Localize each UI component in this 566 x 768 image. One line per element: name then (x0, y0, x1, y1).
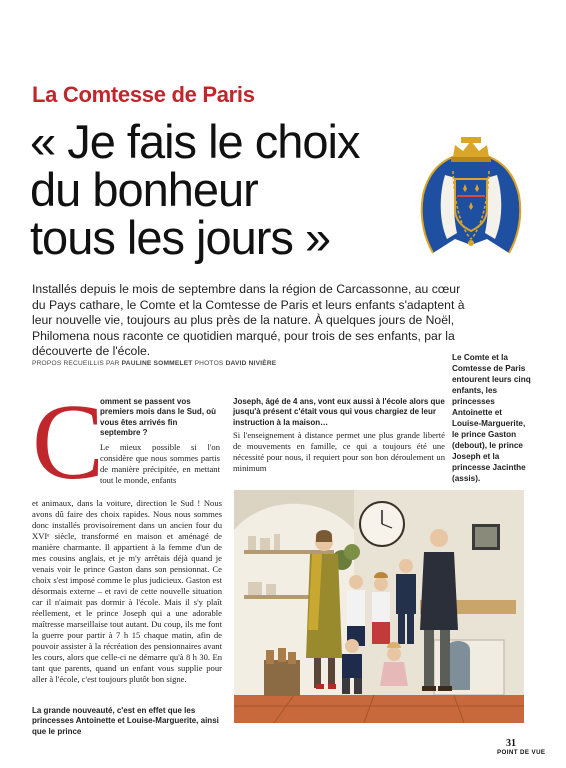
drop-cap: C (32, 383, 105, 502)
headline-line-3: tous les jours » (30, 211, 331, 264)
article-intro: Installés depuis le mois de septembre dans la région de Carcassonne, au cœur du Pays cathare, le Comte et la Comtesse de Paris et leurs enfants s'adaptent à leur nouvelle vie, toujours au plus près de la nature. À quelques jours de Noël, Philomena nous raconte ce quotidien marqué, pour trois de ses enfants, par la découverte de l'école. (32, 282, 465, 358)
headline-line-1: « Je fais le choix (30, 115, 360, 168)
answer-3: Si l'enseignement à distance permet une plus grande liberté de mouvements en famille, ce qui a toujours été une nécessité pour nous, il requiert pour son bon déroulement un minimum (233, 430, 445, 473)
family-photo (234, 490, 524, 723)
royal-coat-of-arms-icon (415, 135, 527, 260)
photo-caption: Le Comte et la Comtesse de Paris entourent leurs cinq enfants, les princesses Antoinette et Louise-Marguerite, le prince Gaston (debout), le prince Joseph et la princesse Jacinthe (assis). (452, 353, 531, 483)
question-3: Joseph, âgé de 4 ans, vont eux aussi à l'école alors que jusqu'à présent c'était vous qui vous chargiez de leur instruction à la maison… (233, 397, 445, 427)
magazine-name: POINT DE VUE (497, 749, 546, 756)
article-kicker: La Comtesse de Paris (32, 82, 255, 107)
credits-author: PAULINE SOMMELET (121, 360, 193, 367)
article-credits (32, 360, 276, 367)
question-2: La grande nouveauté, c'est en effet que les princesses Antoinette et Louise-Marguerite, ainsi que le prince (32, 706, 219, 736)
page-number: 31 (506, 738, 516, 749)
article-headline (30, 115, 430, 264)
answer-1-part-2: et animaux, dans la voiture, direction le Sud ! Nous avons dû faire des choix rapides. Nous nous sommes donc installés provisoirement dans un ancien four du XVIᵉ siècle, transformé en maison et aménagé de manière charmante. Il appartient à la femme d'un de mes cousins anglais, et je m'y arrêtais déjà quand je venais voir le prince Gaston dans son pensionnat. Ce choix s'est imposé comme le plus judicieux. Gaston est désormais externe – et ravi de cette nouvelle situation car il n'aimait pas dormir à l'école. Mais il s'y plaît réellement, et le prince Joseph qui a une adorable maîtresse marseillaise tout autant. Du coup, ils me font la guerre pour partir à 7 h 15 chaque matin, afin de pouvoir assister à la récréation des pensionnaires avant les cours, alors que celle-ci ne démarre qu'à 8 h 30. En tant que parents, quand un enfant vous supplie pour aller à l'école, c'est toujours plutôt bon signe. (32, 498, 222, 684)
question-1: omment se passent vos premiers mois dans le Sud, où vous êtes arrivés fin septembre ? (100, 397, 217, 437)
credits-photographer: DAVID NIVIÈRE (225, 360, 277, 367)
credits-photos-label: PHOTOS (194, 360, 224, 367)
answer-1-part-1: Le mieux possible si l'on considère que nous sommes partis de manière précipitée, en mettant tout le monde, enfants (100, 442, 220, 485)
credits-collected-label: PROPOS RECUEILLIS PAR (32, 360, 120, 367)
headline-line-2: du bonheur (30, 163, 258, 216)
